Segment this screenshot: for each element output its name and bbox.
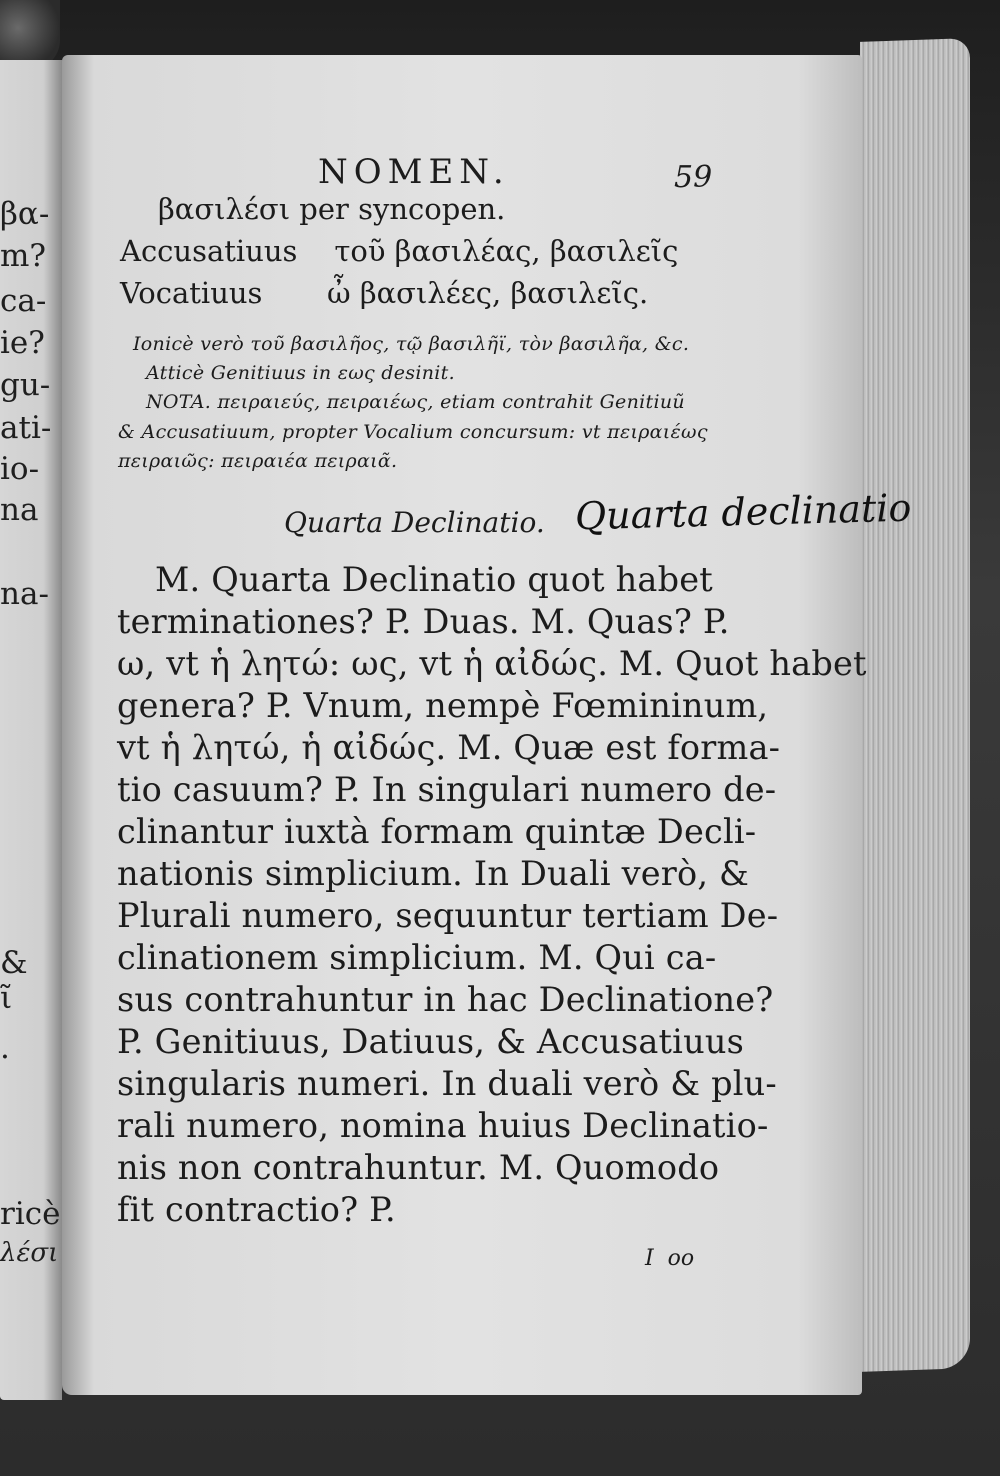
body-line: Plurali numero, sequuntur tertiam De- [117,896,779,935]
body-line: fit contractio? P. [117,1190,396,1229]
handwritten-annotation: Quarta declinatio [574,485,912,539]
body-line: clinantur iuxtà formam quintæ Decli- [117,812,757,851]
left-fragment: m? [0,238,47,274]
body-line: nis non contrahuntur. M. Quomodo [117,1148,720,1187]
left-fragment: na [0,492,39,528]
left-fragment: ie? [0,325,45,361]
declension-line: βασιλέσι per syncopen. [158,192,506,226]
page-edges [860,38,970,1372]
left-fragment: ricè [0,1196,61,1232]
body-line: P. Genitiuus, Datiuus, & Accusatiuus [117,1022,745,1061]
left-fragment: ca- [0,283,47,319]
left-fragment: ῖ [0,980,13,1016]
left-fragment: ati- [0,410,52,446]
note-line: πειραιῶς: πειραιέα πειραιᾶ. [118,450,398,472]
body-line: ω, vt ἡ λητώ: ως, vt ἡ αἰδώς. M. Quot habet [117,644,867,683]
body-line: terminationes? P. Duas. M. Quas? P. [117,602,730,641]
body-line: M. Quarta Declinatio quot habet [155,560,713,599]
body-line: nationis simplicium. In Duali verò, & [117,854,750,893]
running-header: NOMEN. [318,152,510,192]
body-line: sus contrahuntur in hac Declinatione? [117,980,774,1019]
left-fragment: βα- [0,196,50,232]
body-line: clinationem simplicium. M. Qui ca- [117,938,717,977]
left-fragment: λέσι [0,1238,59,1268]
body-line: tio casuum? P. In singulari numero de- [117,770,777,809]
left-fragment: na- [0,576,49,612]
left-fragment: io- [0,451,40,487]
declension-line: Vocatiuus ὦ βασιλέες, βασιλεῖς. [120,276,649,310]
left-fragment: gu- [0,367,51,403]
declension-line: Accusatiuus τοῦ βασιλέας, βασιλεῖς [120,234,679,268]
note-line: Ionicè verò τοῦ βασιλῆος, τῷ βασιλῆϊ, τὸν βασιλῆα, &c. [133,333,690,355]
signature-mark: I oo [645,1246,695,1271]
body-line: rali numero, nomina huius Declinatio- [117,1106,769,1145]
note-line: & Accusatiuum, propter Vocalium concursum: vt πειραιέως [118,421,708,443]
left-fragment: & [0,945,28,981]
page-number: 59 [674,160,713,195]
note-line: Atticè Genitiuus in εως desinit. [146,362,455,384]
body-line: singularis numeri. In duali verò & plu- [117,1064,777,1103]
body-line: genera? P. Vnum, nempè Fœmininum, [117,686,769,725]
body-line: vt ἡ λητώ, ἡ αἰδώς. M. Quæ est forma- [117,728,781,767]
section-title: Quarta Declinatio. [284,506,545,539]
note-line: NOTA. πειραιεύς, πειραιέως, etiam contrahit Genitiuũ [146,391,685,413]
left-fragment: . [0,1030,10,1066]
